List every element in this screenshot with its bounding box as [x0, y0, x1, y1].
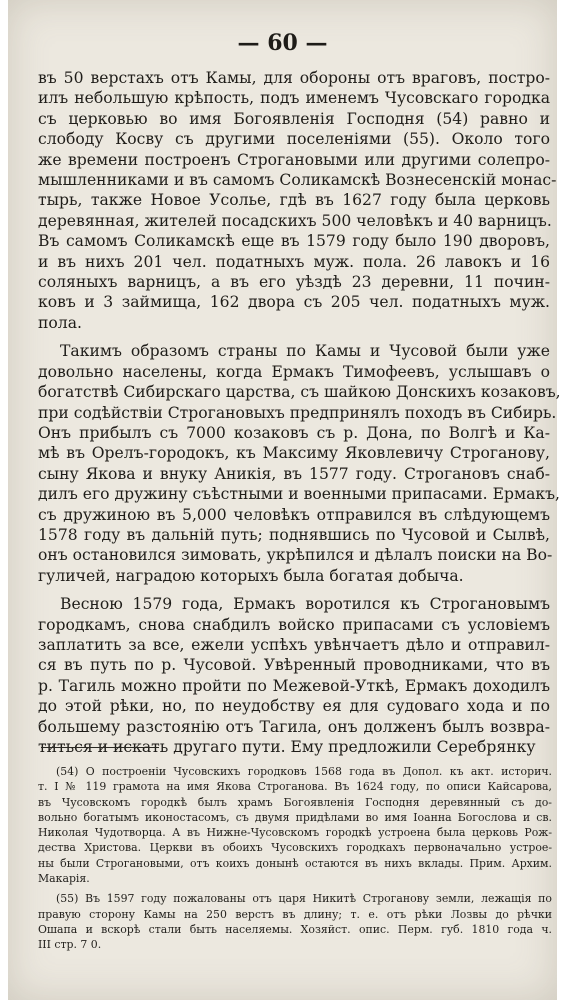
text-line: городкамъ, снова снабдилъ войско припасами съ условіемъ	[38, 615, 550, 634]
footnote-line: т. I № 119 грамота на имя Якова Строганова. Въ 1624 году, по описи Кайсарова,	[38, 780, 552, 794]
footnote-line: ны были Строгановыми, отъ коихъ донынѣ остаются въ нихъ вклады. Прим. Архим.	[38, 856, 552, 870]
text-line: 1578 году въ дальній путь; поднявшись по Чусовой и Сылвѣ,	[38, 525, 550, 544]
text-line: слободу Косву съ другими поселеніями (55). Около того	[38, 130, 550, 149]
text-line: титься и искать другаго пути. Ему предложили Серебрянку	[38, 738, 536, 756]
footnote-line: Николая Чудотворца. А въ Нижне-Чусовскомъ городкѣ устроена была церковь Рож-	[38, 826, 552, 840]
book-page	[8, 0, 561, 1000]
text-line: Въ самомъ Соликамскѣ еще въ 1579 году было 190 дворовъ,	[38, 232, 550, 251]
footnote-line: (54) О построеніи Чусовскихъ городковъ 1568 года въ Допол. къ акт. историч.	[56, 765, 552, 778]
text-line: съ дружиною въ 5,000 человѣкъ отправился въ слѣдующемъ	[38, 505, 550, 524]
text-line: довольно населены, когда Ермакъ Тимофеевъ, услышавъ о	[38, 362, 550, 381]
text-line: съ церковью во имя Богоявленія Господня (54) равно и	[38, 109, 550, 128]
footnote-line: правую сторону Камы на 250 верстъ въ длину; т. е. отъ рѣки Лозвы до рѣчки	[38, 907, 552, 921]
text-line: сыну Якова и внуку Аникія, въ 1577 году. Строгановъ снаб-	[38, 464, 550, 483]
text-line: илъ небольшую крѣпость, подъ именемъ Чусовскаго городка	[38, 89, 550, 108]
text-line: дилъ его дружину съѣстными и военными припасами. Ермакъ,	[38, 485, 561, 504]
text-line: пола.	[38, 313, 82, 332]
footnote-separator	[41, 747, 159, 748]
footnote-line: (55) Въ 1597 году пожалованы отъ царя Никитѣ Строганову земли, лежащія по	[56, 892, 552, 906]
text-line: богатствѣ Сибирскаго царства, съ шайкою Донскихъ козаковъ,	[38, 383, 561, 402]
text-line: и въ нихъ 201 чел. податныхъ муж. пола. 26 лавокъ и 16	[38, 252, 550, 271]
text-line: ковъ и 3 займища, 162 двора съ 205 чел. податныхъ муж.	[38, 293, 550, 312]
text-line: заплатить за все, ежели успѣхъ увѣнчаетъ дѣло и отправил-	[38, 635, 550, 654]
footnote-line: Ошапа и вскорѣ стали быть населяемы. Хозяйст. опис. Перм. губ. 1810 года ч.	[38, 922, 552, 936]
text-line: онъ остановился зимовать, укрѣпился и дѣлалъ поиски на Во-	[38, 546, 553, 565]
text-line: въ 50 верстахъ отъ Камы, для обороны отъ враговъ, постро-	[38, 69, 550, 87]
text-line: тырь, также Новое Усолье, гдѣ въ 1627 году была церковь	[38, 191, 550, 210]
paragraph-gap	[38, 586, 550, 594]
page-number: — 60 —	[237, 30, 328, 56]
footnote-line: III стр. 7 0.	[38, 938, 102, 952]
text-line: Весною 1579 года, Ермакъ воротился къ Строгановымъ	[60, 595, 550, 614]
main-text	[38, 68, 561, 757]
text-line: ся въ путь по р. Чусовой. Увѣренный проводниками, что въ	[38, 656, 550, 675]
text-line: гуличей, наградою которыхъ была богатая добыча.	[38, 566, 464, 585]
footnote-line: вольно богатымъ иконостасомъ, съ двумя придѣлами во имя Іоанна Богослова и св.	[38, 810, 552, 824]
text-line: соляныхъ варницъ, а въ его уѣздѣ 23 деревни, 11 почин-	[38, 273, 550, 292]
text-line: при содѣйствіи Строгановыхъ предпринялъ походъ въ Сибирь.	[38, 403, 557, 422]
text-line: же времени построенъ Строгановыми или другими солепро-	[38, 150, 550, 169]
text-line: деревянная, жителей посадскихъ 500 человѣкъ и 40 варницъ.	[38, 211, 552, 230]
text-line: мѣ въ Орелъ-городокъ, къ Максиму Яковлевичу Строганову,	[38, 444, 550, 463]
footnote-line: Макарія.	[38, 872, 90, 886]
text-line: Онъ прибылъ съ 7000 козаковъ съ р. Дона, по Волгѣ и Ка-	[38, 423, 550, 442]
text-line: до этой рѣки, но, по неудобству ея для судоваго хода и по	[38, 697, 550, 716]
paragraph-gap	[38, 333, 550, 341]
footnote-line: въ Чусовскомъ городкѣ былъ храмъ Богоявленія Господня деревянный съ до-	[38, 795, 552, 809]
text-line: р. Тагиль можно пройти по Межевой-Уткѣ, Ермакъ доходилъ	[38, 676, 550, 695]
text-line: мышленниками и въ самомъ Соликамскѣ Вознесенскій монас-	[38, 171, 557, 190]
footnotes	[38, 764, 552, 953]
text-line: Такимъ образомъ страны по Камы и Чусовой были уже	[60, 342, 550, 361]
text-line: большему разстоянію отъ Тагила, онъ долженъ былъ возвра-	[38, 717, 550, 736]
footnote-line: дества Христова. Церкви въ обоихъ Чусовскихъ городкахъ первоначально устрое-	[38, 841, 552, 855]
